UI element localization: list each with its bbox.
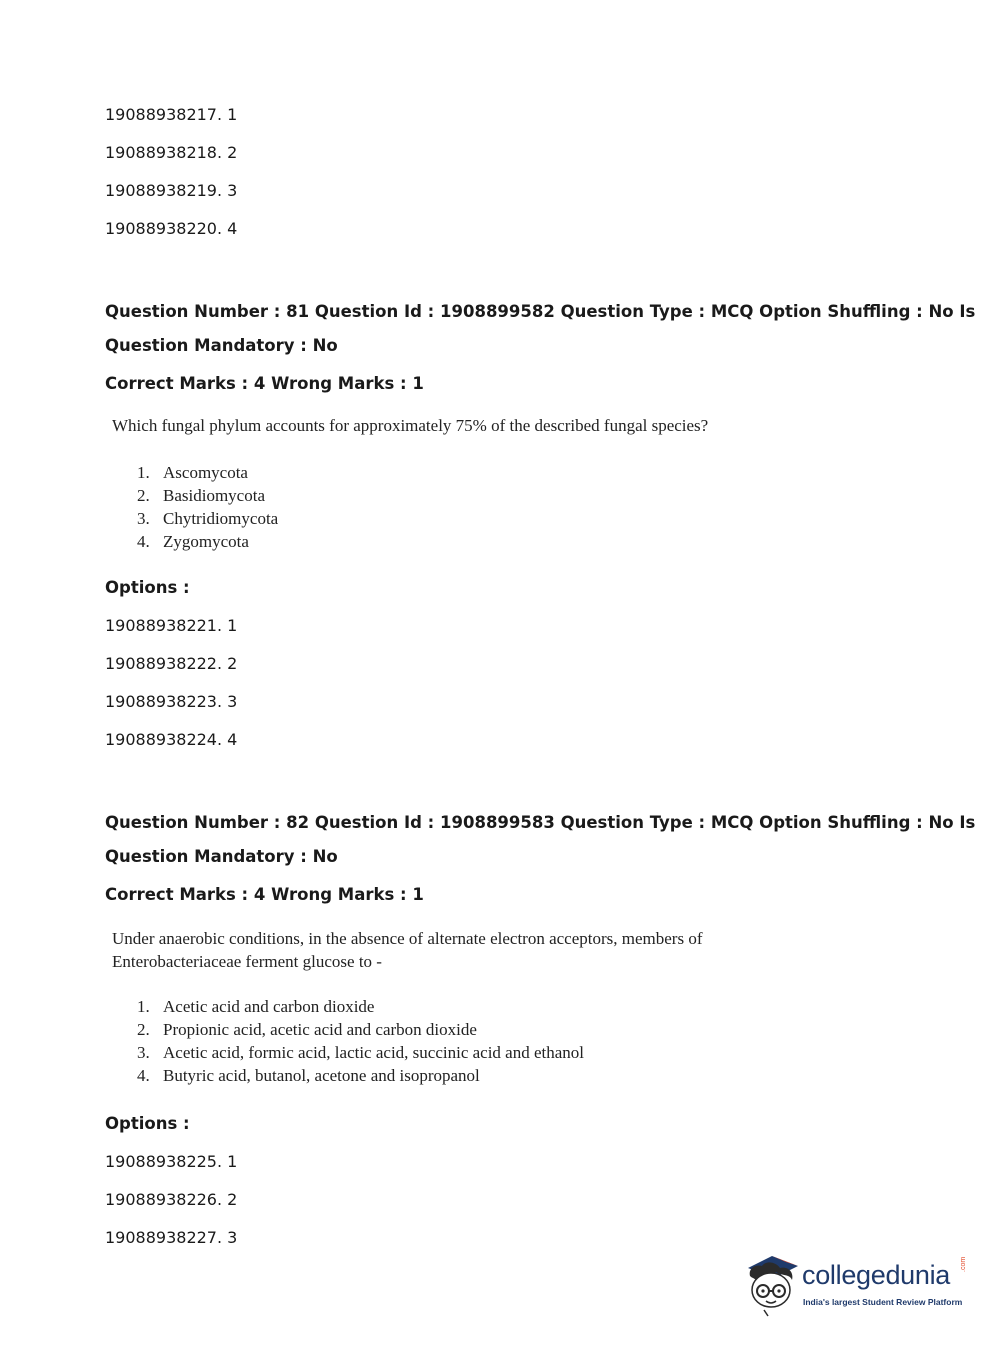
logo-tagline: India's largest Student Review Platform [803,1297,963,1307]
logo-name: collegedunia [802,1260,951,1290]
choice-number: 4. [137,1066,150,1085]
choice-text: Propionic acid, acetic acid and carbon dioxide [163,1020,477,1039]
choice-item [137,1018,584,1041]
question-81-meta-line2: Question Mandatory : No [105,336,338,355]
option-line: 19088938223. 3 [105,692,238,711]
question-82-meta-line1: Question Number : 82 Question Id : 1908899583 Question Type : MCQ Option Shuffling : No Is [105,813,976,832]
option-line: 19088938227. 3 [105,1228,238,1247]
choice-text: Zygomycota [163,532,249,551]
choice-number: 3. [137,1043,150,1062]
choice-text: Acetic acid, formic acid, lactic acid, succinic acid and ethanol [163,1043,585,1062]
choice-number: 2. [137,486,150,505]
choice-item [137,995,584,1018]
choice-item [137,461,278,484]
collegedunia-logo[interactable] [742,1250,972,1320]
choice-text: Butyric acid, butanol, acetone and isopropanol [163,1066,480,1085]
option-line: 19088938219. 3 [105,181,238,200]
option-line: 19088938220. 4 [105,219,238,238]
option-line: 19088938225. 1 [105,1152,238,1171]
question-81-marks: Correct Marks : 4 Wrong Marks : 1 [105,374,424,393]
option-line: 19088938218. 2 [105,143,238,162]
question-82-choices [137,995,584,1087]
option-line: 19088938221. 1 [105,616,238,635]
choice-item [137,1041,584,1064]
option-line: 19088938217. 1 [105,105,238,124]
choice-number: 3. [137,509,150,528]
option-line: 19088938222. 2 [105,654,238,673]
question-81-choices [137,461,278,553]
choice-item [137,1064,584,1087]
choice-number: 2. [137,1020,150,1039]
question-82-options-label: Options : [105,1114,190,1133]
question-82-meta-line2: Question Mandatory : No [105,847,338,866]
mascot-icon [742,1250,802,1320]
question-81-text: Which fungal phylum accounts for approximately 75% of the described fungal species? [112,416,709,435]
choice-item [137,507,278,530]
option-line: 19088938226. 2 [105,1190,238,1209]
question-81-options-label: Options : [105,578,190,597]
question-82-text-line2: Enterobacteriaceae ferment glucose to - [112,952,382,971]
choice-number: 1. [137,463,150,482]
choice-number: 4. [137,532,150,551]
logo-suffix: .com [960,1256,967,1272]
choice-number: 1. [137,997,150,1016]
question-82-text-line1: Under anaerobic conditions, in the absence of alternate electron acceptors, members of [112,929,703,948]
choice-text: Basidiomycota [163,486,265,505]
choice-text: Chytridiomycota [163,509,279,528]
choice-text: Acetic acid and carbon dioxide [163,997,375,1016]
question-82-marks: Correct Marks : 4 Wrong Marks : 1 [105,885,424,904]
question-81-meta-line1: Question Number : 81 Question Id : 1908899582 Question Type : MCQ Option Shuffling : No Is [105,302,976,321]
choice-item [137,530,278,553]
option-line: 19088938224. 4 [105,730,238,749]
choice-text: Ascomycota [163,463,248,482]
choice-item [137,484,278,507]
